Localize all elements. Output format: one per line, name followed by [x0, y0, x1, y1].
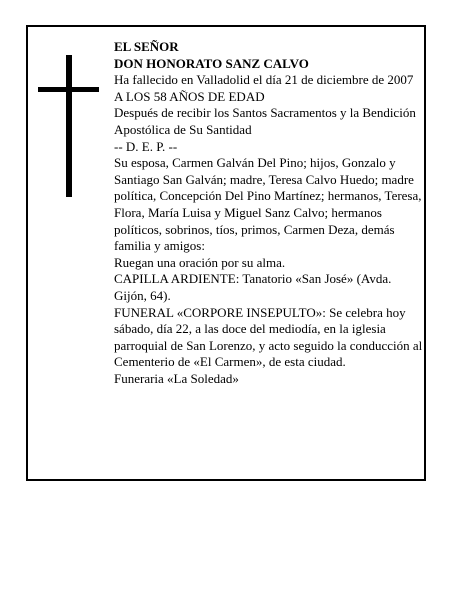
cross-horizontal-bar	[38, 87, 99, 92]
family-list: Su esposa, Carmen Galván Del Pino; hijos, Gonzalo y Santiago San Galván; madre, Teresa Calvo Huedo; madre política, Concepción Del Pino Martínez; hermanos, Teresa, Flora, María Luisa y Miguel Sanz Calvo; hermanos políticos, sobrinos, tíos, primos, Carmen Deza, demás familia y amigos:	[114, 155, 422, 254]
chapel-info: CAPILLA ARDIENTE: Tanatorio «San José» (Avda. Gijón, 64).	[114, 271, 392, 303]
rip-line: -- D. E. P. --	[114, 138, 178, 154]
cross-vertical-bar	[66, 55, 72, 197]
funeral-info: FUNERAL «CORPORE INSEPULTO»: Se celebra hoy sábado, día 22, a las doce del mediodía, en la iglesia parroquial de San Lorenzo, y acto seguido la conducción al Cementerio de «El Carmen», de esta ciudad.	[114, 304, 423, 370]
latin-cross-icon	[38, 55, 99, 197]
title-line-1: EL SEÑOR	[114, 39, 179, 54]
age-line: A LOS 58 AÑOS DE EDAD	[114, 88, 265, 104]
funeral-home: Funeraria «La Soledad»	[114, 370, 239, 386]
death-announcement: Ha fallecido en Valladolid el día 21 de diciembre de 2007	[114, 72, 414, 88]
obituary-text	[114, 39, 426, 387]
sacraments-line: Después de recibir los Santos Sacramentos y la Bendición Apostólica de Su Santidad	[114, 105, 416, 137]
deceased-name: DON HONORATO SANZ CALVO	[114, 55, 309, 71]
obituary-notice	[26, 25, 426, 481]
prayer-request: Ruegan una oración por su alma.	[114, 254, 286, 270]
